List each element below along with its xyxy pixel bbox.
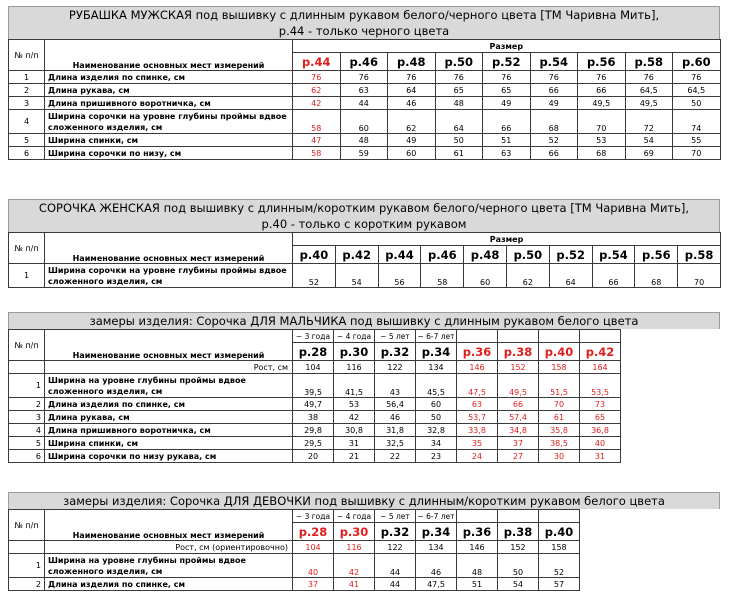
value-cell: 37	[293, 578, 334, 591]
value-cell: 46	[388, 97, 436, 110]
size-cell: р.40	[539, 343, 580, 361]
value-cell: 44	[375, 554, 416, 578]
size-table	[8, 232, 721, 288]
value-cell: 76	[625, 71, 673, 84]
value-cell: 66	[530, 84, 578, 97]
value-cell: 52	[530, 134, 578, 147]
age-cell: ~ 3 года	[293, 510, 334, 523]
value-cell: 22	[375, 450, 416, 463]
value-cell: 43	[375, 374, 416, 398]
rost-cell: 146	[457, 541, 498, 554]
size-cell: р.44	[378, 246, 421, 264]
table-body	[9, 71, 721, 160]
age-cell: ~ 4 года	[334, 510, 375, 523]
value-cell: 48	[340, 134, 388, 147]
value-cell: 50	[498, 554, 539, 578]
value-cell: 42	[334, 411, 375, 424]
measure-name: Ширина сорочки по низу, см	[45, 147, 293, 160]
value-cell: 64,5	[673, 84, 721, 97]
size-cell: р.32	[375, 523, 416, 541]
title-line: р.44 - только черного цвета	[278, 24, 450, 38]
table-row	[9, 110, 721, 134]
value-cell: 70	[678, 264, 721, 288]
table-row	[9, 437, 721, 450]
size-cell: р.44	[293, 53, 341, 71]
row-number: 1	[9, 374, 45, 398]
row-number: 6	[9, 450, 45, 463]
value-cell: 56,4	[375, 398, 416, 411]
value-cell: 56	[378, 264, 421, 288]
measure-name: Длина пришивного воротничка, см	[45, 97, 293, 110]
section-title: замеры изделия: Сорочка ДЛЯ ДЕВОЧКИ под вышивку с длинным/коротким рукавом белого цвета	[8, 492, 720, 509]
value-cell: 52	[293, 264, 336, 288]
value-cell: 48	[457, 554, 498, 578]
value-cell: 59	[340, 147, 388, 160]
size-cell: р.46	[340, 53, 388, 71]
age-cell: ~ 4 года	[334, 330, 375, 343]
value-cell: 48	[435, 97, 483, 110]
title-line: р.40 - только с коротким рукавом	[261, 217, 467, 231]
value-cell: 58	[293, 110, 341, 134]
size-cell: р.34	[416, 523, 457, 541]
table-row	[9, 424, 721, 437]
title-line: СОРОЧКА ЖЕНСКАЯ под вышивку с длинным/коротким рукавом белого/черного цвета [ТМ Чаривна Мить],	[38, 201, 690, 215]
value-cell: 64	[435, 110, 483, 134]
value-cell: 66	[530, 147, 578, 160]
value-cell: 24	[457, 450, 498, 463]
value-cell: 39,5	[293, 374, 334, 398]
value-cell: 72	[625, 110, 673, 134]
value-cell: 65	[580, 411, 621, 424]
row-number: 5	[9, 437, 45, 450]
title-line: РУБАШКА МУЖСКАЯ под вышивку с длинным рукавом белого/черного цвета [ТМ Чаривна Мить],	[68, 8, 660, 22]
size-cell: р.30	[334, 343, 375, 361]
value-cell: 32,5	[375, 437, 416, 450]
value-cell: 76	[340, 71, 388, 84]
value-cell: 49	[388, 134, 436, 147]
row-number: 4	[9, 424, 45, 437]
table-body	[9, 264, 721, 288]
value-cell: 49,5	[578, 97, 626, 110]
value-cell: 42	[334, 554, 375, 578]
measure-name-header: Наименование основных мест измерений	[45, 40, 293, 71]
value-cell: 50	[416, 411, 457, 424]
rost-row	[9, 541, 721, 554]
value-cell: 64	[549, 264, 592, 288]
table-body	[9, 361, 721, 463]
value-cell: 66	[498, 398, 539, 411]
value-cell: 23	[416, 450, 457, 463]
measure-name: Ширина спинки, см	[45, 134, 293, 147]
value-cell: 44	[340, 97, 388, 110]
row-number: 2	[9, 398, 45, 411]
row-number: 6	[9, 147, 45, 160]
value-cell: 51	[457, 578, 498, 591]
size-table	[8, 39, 721, 160]
size-cell: р.56	[635, 246, 678, 264]
value-cell: 76	[673, 71, 721, 84]
rost-cell: 158	[539, 541, 580, 554]
measure-name-header: Наименование основных мест измерений	[45, 510, 293, 541]
value-cell: 53	[334, 398, 375, 411]
value-cell: 53,7	[457, 411, 498, 424]
value-cell: 68	[530, 110, 578, 134]
value-cell: 50	[673, 97, 721, 110]
value-cell: 62	[293, 84, 341, 97]
row-number: 4	[9, 110, 45, 134]
rost-row	[9, 361, 721, 374]
section-title: замеры изделия: Сорочка ДЛЯ МАЛЬЧИКА под вышивку с длинным рукавом белого цвета	[8, 312, 720, 329]
table-row	[9, 84, 721, 97]
age-cell: ~ 5 лет	[375, 510, 416, 523]
size-cell: р.48	[388, 53, 436, 71]
value-cell: 69	[625, 147, 673, 160]
size-cell: р.40	[539, 523, 580, 541]
size-header: Размер	[293, 40, 721, 53]
size-header: Размер	[293, 233, 721, 246]
value-cell: 55	[673, 134, 721, 147]
value-cell: 76	[388, 71, 436, 84]
measure-name: Ширина на уровне глубины проймы вдвое сложенного изделия, см	[45, 554, 293, 578]
value-cell: 46	[375, 411, 416, 424]
measure-name: Длина изделия по спинке, см	[45, 71, 293, 84]
value-cell: 30	[539, 450, 580, 463]
rost-cell: 146	[457, 361, 498, 374]
size-cell: р.34	[416, 343, 457, 361]
value-cell: 38	[293, 411, 334, 424]
row-number: 5	[9, 134, 45, 147]
value-cell: 42	[293, 97, 341, 110]
row-number: 3	[9, 411, 45, 424]
value-cell: 31	[580, 450, 621, 463]
value-cell: 49,7	[293, 398, 334, 411]
size-cell: р.50	[506, 246, 549, 264]
value-cell: 45,5	[416, 374, 457, 398]
rost-cell: 152	[498, 361, 539, 374]
value-cell: 66	[592, 264, 635, 288]
value-cell: 66	[483, 110, 531, 134]
size-cell: р.32	[375, 343, 416, 361]
size-cell: р.28	[293, 343, 334, 361]
value-cell: 60	[416, 398, 457, 411]
value-cell: 40	[293, 554, 334, 578]
size-cell: р.28	[293, 523, 334, 541]
table-body	[9, 541, 721, 591]
row-number: 3	[9, 97, 45, 110]
size-cell: р.60	[673, 53, 721, 71]
value-cell: 76	[293, 71, 341, 84]
table-row	[9, 450, 721, 463]
size-cell: р.56	[578, 53, 626, 71]
row-number: 2	[9, 578, 45, 591]
value-cell: 30,8	[334, 424, 375, 437]
size-cell: р.38	[498, 343, 539, 361]
size-cell: р.38	[498, 523, 539, 541]
value-cell: 37	[498, 437, 539, 450]
value-cell: 70	[539, 398, 580, 411]
age-cell: ~ 3 года	[293, 330, 334, 343]
section-title	[8, 6, 720, 39]
value-cell: 41	[334, 578, 375, 591]
rost-cell: 134	[416, 361, 457, 374]
value-cell: 60	[388, 147, 436, 160]
value-cell: 49	[530, 97, 578, 110]
size-cell: р.46	[421, 246, 464, 264]
value-cell: 65	[483, 84, 531, 97]
value-cell: 49,5	[625, 97, 673, 110]
table-row	[9, 554, 721, 578]
table-row	[9, 97, 721, 110]
size-cell: р.52	[549, 246, 592, 264]
value-cell: 70	[578, 110, 626, 134]
value-cell: 31	[334, 437, 375, 450]
value-cell: 63	[457, 398, 498, 411]
value-cell: 47,5	[416, 578, 457, 591]
size-cell: р.54	[592, 246, 635, 264]
value-cell: 57,4	[498, 411, 539, 424]
value-cell: 58	[293, 147, 341, 160]
rost-cell: 116	[334, 361, 375, 374]
girls-shirt-section	[8, 492, 720, 591]
value-cell: 52	[539, 554, 580, 578]
value-cell: 38,5	[539, 437, 580, 450]
mens-shirt-section	[8, 6, 720, 160]
age-cell: ~ 6-7 лет	[417, 511, 455, 521]
size-cell: р.42	[335, 246, 378, 264]
table-row	[9, 374, 721, 398]
value-cell: 65	[435, 84, 483, 97]
value-cell: 36,8	[580, 424, 621, 437]
measure-name: Ширина на уровне глубины проймы вдвое сложенного изделия, см	[45, 374, 293, 398]
rost-cell: 134	[416, 541, 457, 554]
value-cell: 44	[375, 578, 416, 591]
womens-shirt-section	[8, 199, 720, 288]
age-cell: ~ 5 лет	[375, 330, 416, 343]
table-row	[9, 264, 721, 288]
value-cell: 47	[293, 134, 341, 147]
measure-name: Длина пришивного воротничка, см	[45, 424, 293, 437]
value-cell: 50	[435, 134, 483, 147]
row-number: 1	[9, 71, 45, 84]
value-cell: 53	[578, 134, 626, 147]
table-row	[9, 398, 721, 411]
np-header: № п/п	[9, 330, 45, 361]
value-cell: 49,5	[498, 374, 539, 398]
value-cell: 54	[625, 134, 673, 147]
value-cell: 35	[457, 437, 498, 450]
value-cell: 20	[293, 450, 334, 463]
value-cell: 54	[335, 264, 378, 288]
rost-cell: 116	[334, 541, 375, 554]
value-cell: 64	[388, 84, 436, 97]
value-cell: 31,8	[375, 424, 416, 437]
value-cell: 32,8	[416, 424, 457, 437]
value-cell: 62	[506, 264, 549, 288]
measure-name-header: Наименование основных мест измерений	[45, 330, 293, 361]
rost-cell: 122	[375, 361, 416, 374]
value-cell: 63	[483, 147, 531, 160]
rost-cell: 104	[293, 541, 334, 554]
rost-label: Рост, см	[45, 361, 293, 374]
value-cell: 66	[578, 84, 626, 97]
size-cell: р.54	[530, 53, 578, 71]
value-cell: 61	[539, 411, 580, 424]
value-cell: 73	[580, 398, 621, 411]
row-number: 1	[9, 264, 45, 288]
table-row	[9, 147, 721, 160]
row-number: 2	[9, 84, 45, 97]
value-cell: 41,5	[334, 374, 375, 398]
value-cell: 51	[483, 134, 531, 147]
size-cell: р.48	[464, 246, 507, 264]
value-cell: 35,8	[539, 424, 580, 437]
value-cell: 53,5	[580, 374, 621, 398]
value-cell: 68	[578, 147, 626, 160]
measure-name-header: Наименование основных мест измерений	[45, 233, 293, 264]
size-cell: р.58	[625, 53, 673, 71]
table-row	[9, 578, 721, 591]
table-row	[9, 411, 721, 424]
value-cell: 27	[498, 450, 539, 463]
measure-name: Ширина сорочки на уровне глубины проймы вдвое сложенного изделия, см	[45, 264, 293, 288]
measure-name: Длина изделия по спинке, см	[45, 398, 293, 411]
np-header: № п/п	[9, 233, 45, 264]
value-cell: 63	[340, 84, 388, 97]
value-cell: 49	[483, 97, 531, 110]
size-cell: р.50	[435, 53, 483, 71]
size-cell: р.52	[483, 53, 531, 71]
value-cell: 76	[435, 71, 483, 84]
value-cell: 29,8	[293, 424, 334, 437]
value-cell: 61	[435, 147, 483, 160]
rost-label: Рост, см (ориентировочно)	[45, 541, 293, 554]
np-header: № п/п	[9, 510, 45, 541]
table-row	[9, 134, 721, 147]
rost-cell: 158	[539, 361, 580, 374]
measure-name: Длина изделия по спинке, см	[45, 578, 293, 591]
value-cell: 76	[483, 71, 531, 84]
rost-cell: 164	[580, 361, 621, 374]
value-cell: 21	[334, 450, 375, 463]
size-table	[8, 329, 721, 463]
value-cell: 34	[416, 437, 457, 450]
value-cell: 29,5	[293, 437, 334, 450]
value-cell: 74	[673, 110, 721, 134]
value-cell: 47,5	[457, 374, 498, 398]
value-cell: 60	[464, 264, 507, 288]
row-number: 1	[9, 554, 45, 578]
table-row	[9, 71, 721, 84]
value-cell: 76	[578, 71, 626, 84]
value-cell: 54	[498, 578, 539, 591]
value-cell: 33,8	[457, 424, 498, 437]
value-cell: 57	[539, 578, 580, 591]
boys-shirt-section	[8, 312, 720, 463]
value-cell: 76	[530, 71, 578, 84]
size-cell: р.42	[580, 343, 621, 361]
rost-cell: 122	[375, 541, 416, 554]
size-table	[8, 509, 721, 591]
value-cell: 34,8	[498, 424, 539, 437]
value-cell: 51,5	[539, 374, 580, 398]
np-header: № п/п	[9, 40, 45, 71]
size-cell: р.36	[457, 343, 498, 361]
measure-name: Ширина спинки, см	[45, 437, 293, 450]
size-cell: р.30	[334, 523, 375, 541]
value-cell: 62	[388, 110, 436, 134]
value-cell: 58	[421, 264, 464, 288]
measure-name: Ширина сорочки на уровне глубины проймы вдвое сложенного изделия, см	[45, 110, 293, 134]
measure-name: Ширина сорочки по низу рукава, см	[45, 450, 293, 463]
section-title	[8, 199, 720, 232]
measure-name: Длина рукава, см	[45, 84, 293, 97]
rost-cell: 152	[498, 541, 539, 554]
measure-name: Длина рукава, см	[45, 411, 293, 424]
age-cell: ~ 6-7 лет	[417, 331, 455, 341]
value-cell: 60	[340, 110, 388, 134]
value-cell: 70	[673, 147, 721, 160]
size-cell: р.40	[293, 246, 336, 264]
size-cell: р.36	[457, 523, 498, 541]
value-cell: 68	[635, 264, 678, 288]
rost-cell: 104	[293, 361, 334, 374]
value-cell: 40	[580, 437, 621, 450]
value-cell: 46	[416, 554, 457, 578]
value-cell: 64,5	[625, 84, 673, 97]
size-cell: р.58	[678, 246, 721, 264]
